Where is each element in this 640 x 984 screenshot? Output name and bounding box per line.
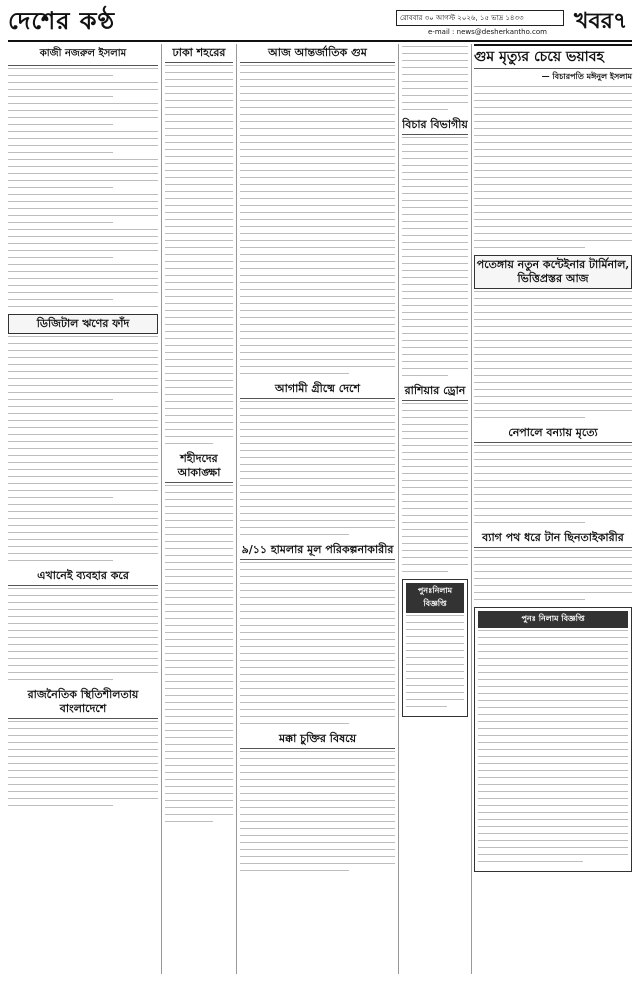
article-headline: আজ আন্তর্জাতিক গুম (240, 44, 395, 63)
date-line: রোববার ৩০ আগস্ট ২০২৬, ১৫ ভাদ্র ১৪৩৩ (396, 10, 564, 26)
article-body (240, 562, 395, 728)
article-headline: নেপালে বন্যায় মৃত্যে (474, 424, 632, 443)
lead-headline: গুম মৃত্যুর চেয়ে ভয়াবহ (474, 44, 632, 69)
masthead (8, 6, 632, 42)
article-body (8, 336, 158, 565)
article-body (474, 86, 632, 252)
article-headline: ডিজিটাল ঋণের ফাঁদ (8, 314, 158, 334)
section-name: খবর (574, 8, 613, 34)
article-body (240, 751, 395, 875)
article-body (402, 46, 468, 114)
masthead-rule (8, 40, 632, 42)
page-number: ৭ (613, 8, 628, 34)
article-headline: ব্যাগ পথ ধরে টান ছিনতাইকারীর (474, 529, 632, 548)
article-body (165, 65, 233, 448)
poem-title: কাজী নজরুল ইসলাম (8, 44, 158, 66)
article-body (474, 291, 632, 422)
notice-title: পুনঃনিলাম বিজ্ঞপ্তি (406, 583, 464, 613)
article-body (474, 445, 632, 527)
column-2 (165, 44, 233, 974)
article-headline: শহীদদের আকাঙ্ক্ষা (165, 450, 233, 483)
article-headline: ঢাকা শহরের (165, 44, 233, 63)
column-3 (240, 44, 395, 974)
article-body (240, 401, 395, 539)
email-line: e-mail : news@desherkantho.com (428, 28, 547, 36)
article-body (8, 721, 158, 810)
column-divider (236, 44, 237, 974)
newspaper-logo: দেশের কণ্ঠ (8, 6, 116, 35)
column-divider (398, 44, 399, 974)
article-headline: ৯/১১ হামলার মূল পরিকল্পনাকারীর (240, 541, 395, 560)
article-body (402, 403, 468, 576)
lead-story (474, 44, 632, 872)
article-headline: এখানেই ব্যবহার করে (8, 567, 158, 586)
article-headline: পতেঙ্গায় নতুন কন্টেইনার টার্মিনাল, ভিত্তিপ্রস্তর আজ (474, 255, 632, 289)
auction-notice (474, 607, 632, 872)
article-body (402, 137, 468, 380)
poem-body (8, 68, 158, 311)
article-headline: রাজনৈতিক স্থিতিশীলতায় বাংলাদেশে (8, 686, 158, 719)
article-body (474, 550, 632, 604)
article-headline: মক্কা চুক্তির বিষয়ে (240, 730, 395, 749)
article-body (8, 588, 158, 684)
article-headline: আগামী গ্রীষ্মে দেশে (240, 380, 395, 399)
lead-author: — বিচারপতি মঈনুল ইসলাম (541, 71, 632, 81)
column-4 (402, 44, 468, 974)
article-headline: রাশিয়ার ড্রোন (402, 382, 468, 401)
article-body (240, 65, 395, 378)
auction-notice (402, 579, 468, 717)
article-body (165, 485, 233, 826)
article-headline: বিচার বিভাগীয় (402, 116, 468, 135)
column-1 (8, 44, 158, 974)
column-divider (161, 44, 162, 974)
notice-title: পুনঃ নিলাম বিজ্ঞপ্তি (478, 611, 628, 628)
column-divider (471, 44, 472, 974)
